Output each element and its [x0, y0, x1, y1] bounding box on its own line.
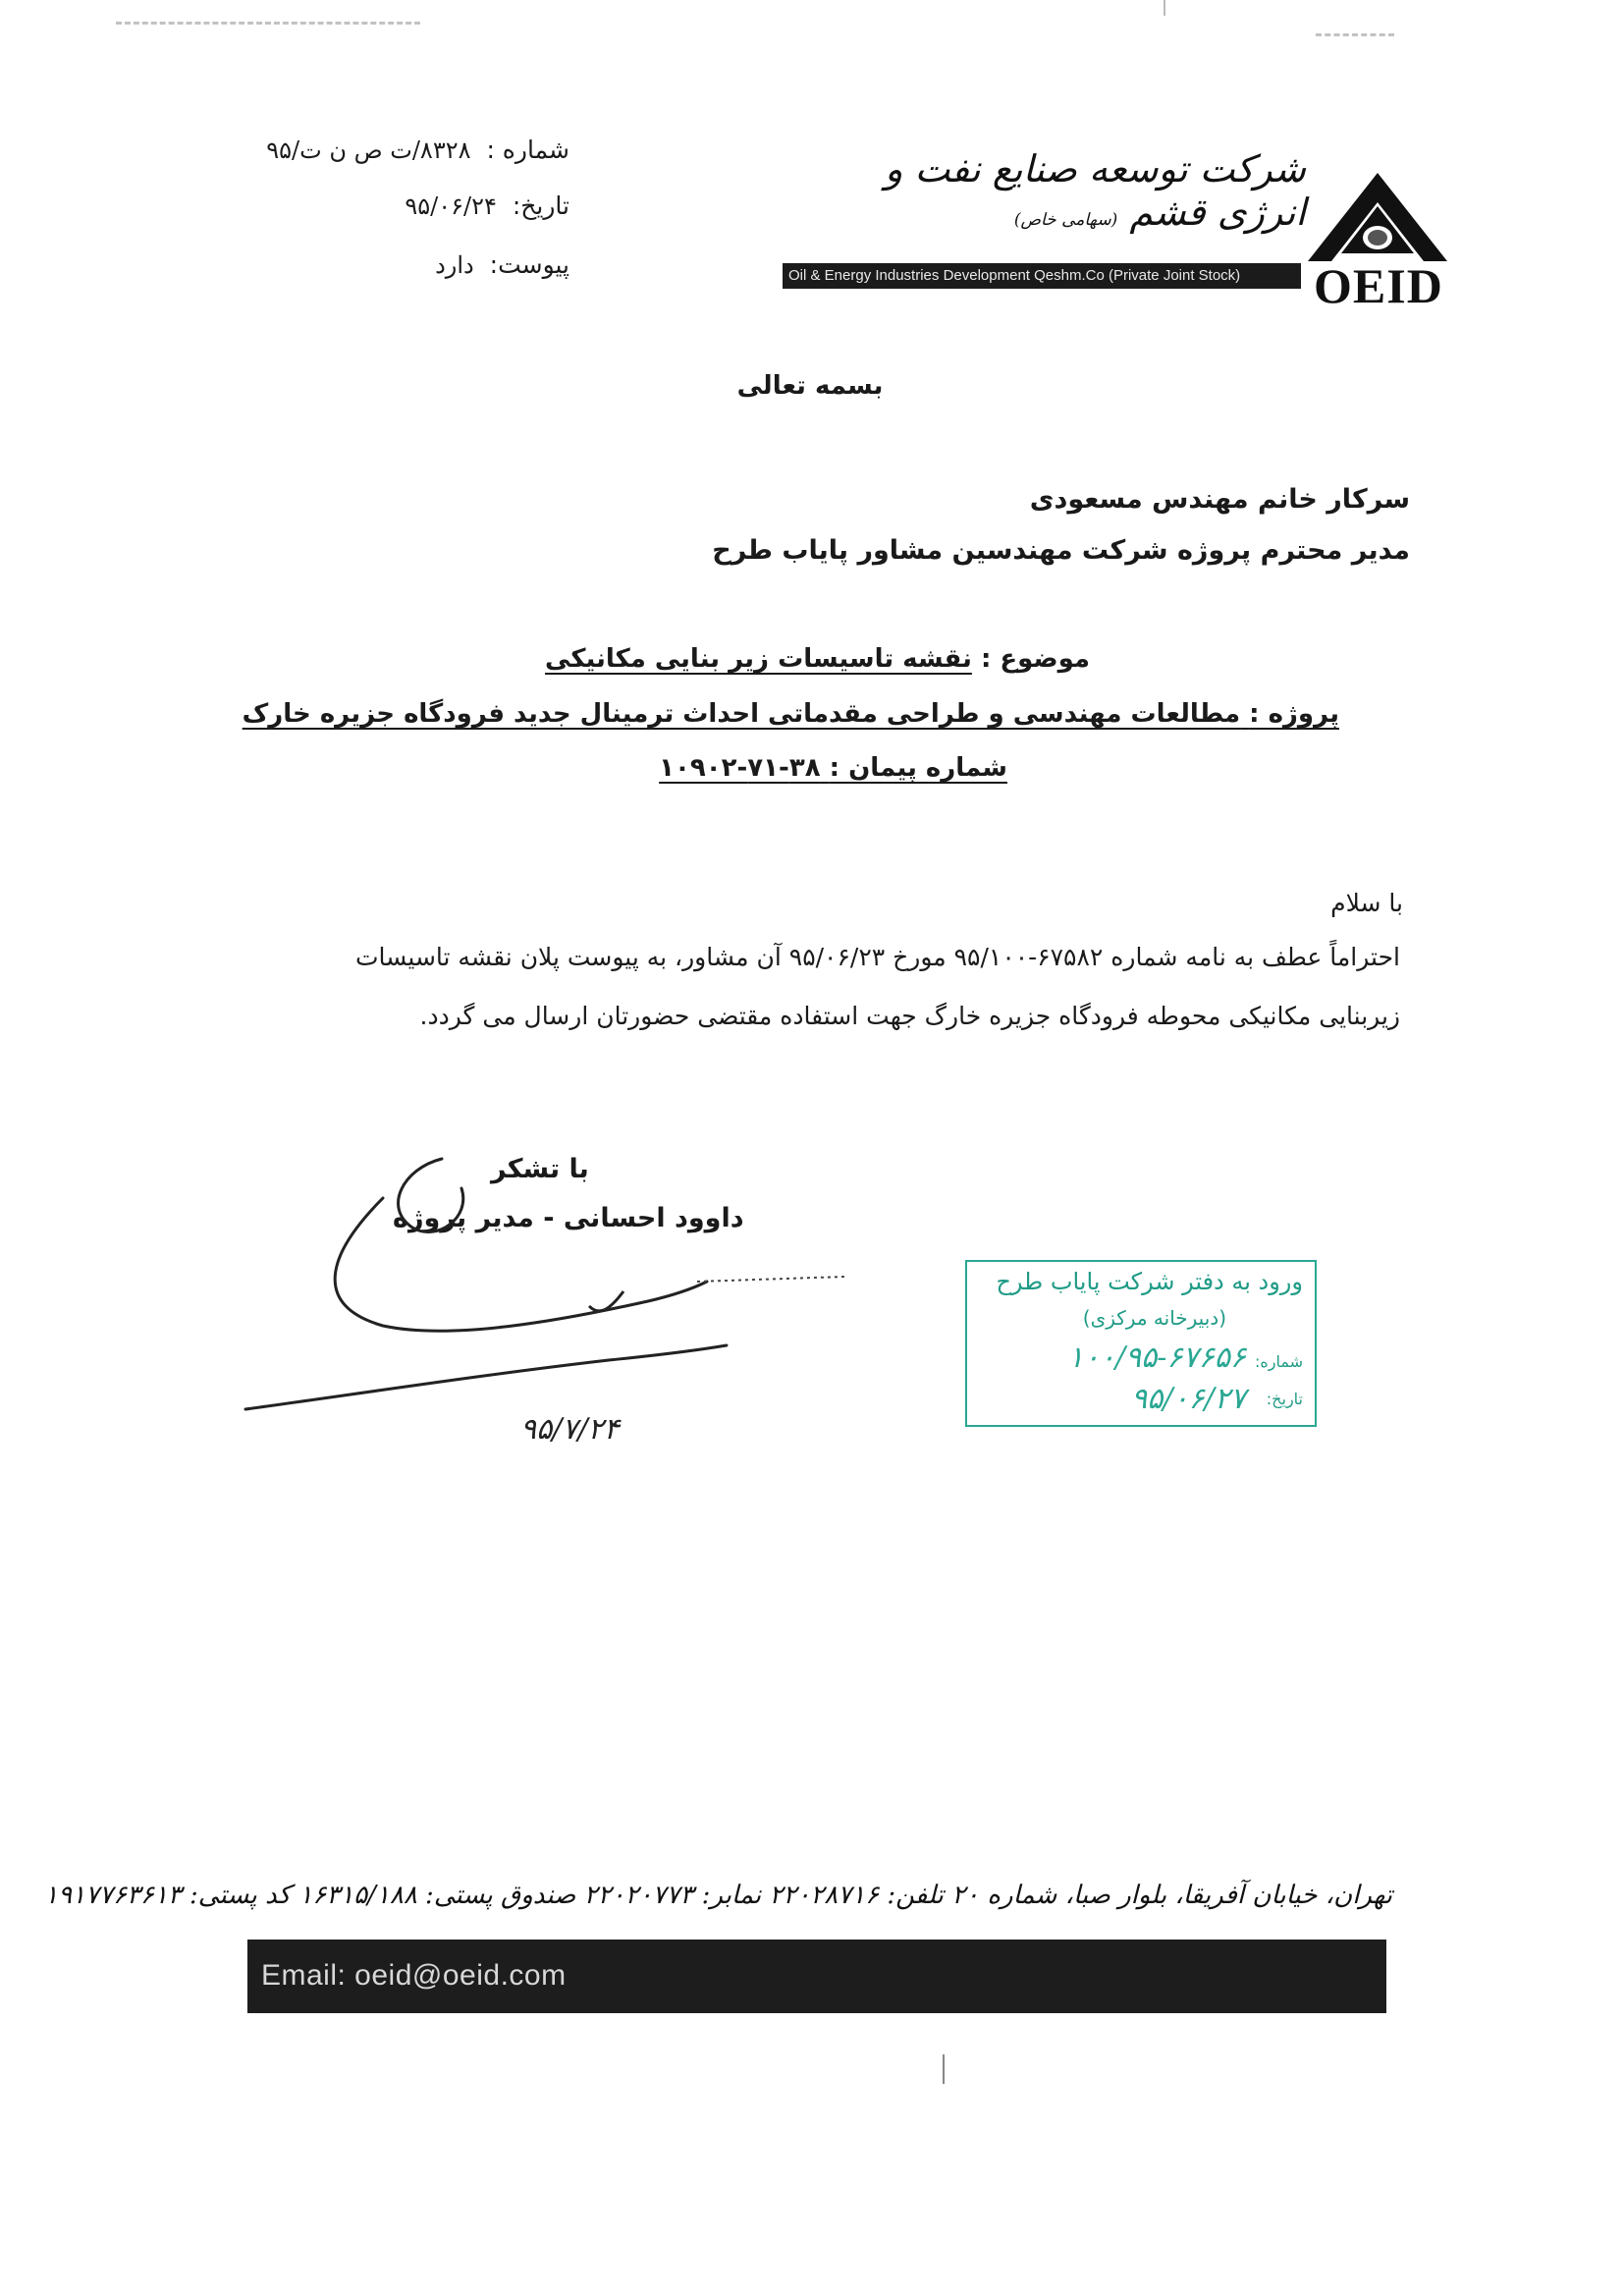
footer-bar	[247, 1940, 1386, 2013]
contract-number: ۳۸-۷۱-۱۰۹۰۲	[659, 753, 821, 783]
recipient-title: مدیر محترم پروژه شرکت مهندسین مشاور پایاب طرح	[712, 535, 1410, 566]
signature-handwritten-date: ۹۵/۷/۲۴	[520, 1412, 620, 1447]
scan-artifact-top-right	[1316, 33, 1394, 40]
letter-number-label: شماره :	[486, 136, 569, 164]
scan-artifact-top-left	[116, 22, 420, 32]
letter-date-label: تاریخ:	[512, 191, 569, 220]
subject-text: نقشه تاسیسات زیر بنایی مکانیکی	[545, 644, 972, 674]
stamp-date-label: تاریخ:	[1266, 1390, 1303, 1408]
letter-date-value: ۹۵/۰۶/۲۴	[405, 192, 497, 220]
letter-attachment	[216, 250, 569, 279]
body-paragraph-line-1: احتراماً عطف به نامه شماره ۶۷۵۸۲-۹۵/۱۰۰ مورخ ۹۵/۰۶/۲۳ آن مشاور، به پیوست پلان نقشه تاسیسات	[354, 943, 1400, 971]
oeid-logo-text: OEID	[1314, 258, 1443, 313]
subject-line	[545, 644, 1090, 674]
subject-label: موضوع :	[980, 644, 1090, 674]
stamp-number-value: ۱۰۰/۹۵-۶۷۶۵۶	[1067, 1340, 1246, 1375]
company-name-fa	[785, 147, 1306, 234]
scan-artifact-tick	[1164, 0, 1165, 16]
stamp-title: ورود به دفتر شرکت پایاب طرح	[996, 1268, 1303, 1295]
recipient-name: سرکار خانم مهندس مسعودی	[1029, 484, 1410, 515]
company-name-fa-suffix: (سهامی خاص)	[1013, 210, 1118, 230]
letter-number-value: ۸۳۲۸/ت ص ن ت/۹۵	[266, 137, 471, 164]
stamp-date-value: ۹۵/۰۶/۲۷	[1131, 1382, 1246, 1416]
project-text: مطالعات مهندسی و طراحی مقدماتی احداث ترمینال جدید فرودگاه جزیره خارک	[242, 699, 1241, 729]
body-paragraph-line-2: زیربنایی مکانیکی محوطه فرودگاه جزیره خارگ جهت استفاده مقتضی حضورتان ارسال می گردد.	[419, 1002, 1400, 1030]
footer-email: Email: oeid@oeid.com	[261, 1959, 567, 1992]
letter-attachment-label: پیوست:	[489, 250, 569, 279]
scan-artifact-bottom	[943, 2054, 945, 2084]
signature-thanks: با تشکر	[491, 1154, 589, 1184]
stamp-subtitle: (دبیرخانه مرکزی)	[1082, 1306, 1226, 1330]
received-stamp	[965, 1260, 1317, 1427]
company-name-en: Oil & Energy Industries Development Qeshm.Co (Private Joint Stock)	[783, 263, 1301, 289]
footer-address: تهران، خیابان آفریقا، بلوار صبا، شماره ۲۰ تلفن: ۲۲۰۲۸۷۱۶ نمابر: ۲۲۰۲۰۷۷۳ صندوق پستی: ۱۶۳۱۵/۱۸۸ کد پستی: ۱۹۱۷۷۶۳۶۱۳	[44, 1881, 1392, 1910]
contract-line	[659, 753, 1007, 783]
letter-date	[216, 191, 569, 220]
company-name-fa-text: شرکت توسعه صنایع نفت و انرژی قشم	[885, 147, 1306, 234]
handwritten-signature	[236, 1139, 864, 1453]
project-label: پروژه :	[1249, 699, 1339, 729]
letter-attachment-value: دارد	[435, 251, 474, 279]
signatory-title: - مدیر پروژه	[393, 1203, 555, 1233]
salutation: بسمه تعالی	[736, 371, 884, 401]
greeting: با سلام	[1330, 889, 1403, 917]
letter-number	[216, 136, 569, 164]
signatory-name: داوود احسانی	[563, 1203, 744, 1233]
project-line	[243, 699, 1339, 729]
stamp-number-label: شماره:	[1254, 1352, 1303, 1371]
contract-label: شماره پیمان :	[829, 753, 1007, 783]
